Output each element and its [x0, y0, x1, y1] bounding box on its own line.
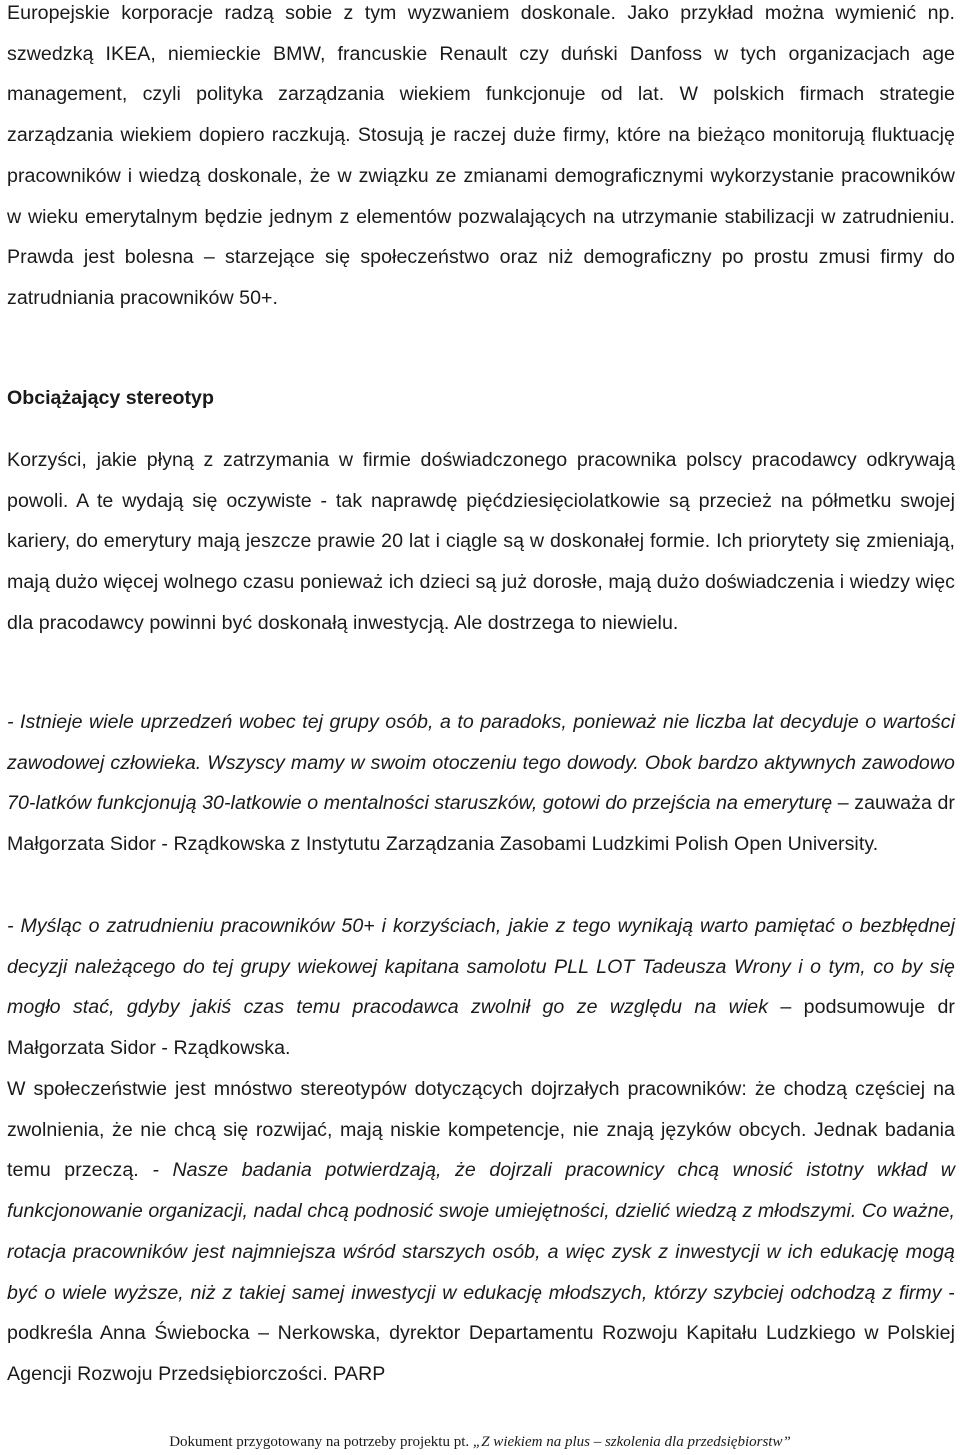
paragraph-quote-wrona — [7, 906, 955, 1069]
footer-project-title: „Z wiekiem na plus – szkolenia dla przedsiębiorstw” — [472, 1434, 791, 1450]
paragraph-age-management: Europejskie korporacje radzą sobie z tym wyzwaniem doskonale. Jako przykład można wymienić np. szwedzką IKEA, niemieckie BMW, francuskie Renault czy duński Danfoss w tych organizacjach age management, czyli polityka zarządzania wiekiem funkcjonuje od lat. W polskich firmach strategie zarządzania wiekiem dopiero raczkują. Stosują je raczej duże firmy, które na bieżąco monitorują fluktuację pracowników i wiedzą doskonale, że w związku ze zmianami demograficznymi wykorzystanie pracowników w wieku emerytalnym będzie jednym z elementów pozwalających na utrzymanie stabilizacji w zatrudnieniu. Prawda jest bolesna – starzejące się społeczeństwo oraz niż demograficzny po prostu zmusi firmy do zatrudniania pracowników 50+. — [7, 2, 955, 309]
quote-text: - Nasze badania potwierdzają, że dojrzali pracownicy chcą wnosić istotny wkład w funkcjonowanie organizacji, nadal chcą podnosić swoje umiejętności, dzielić wiedzą z młodszymi. Co ważne, rotacja pracowników jest najmniejsza wśród starszych osób, a więc zysk z inwestycji w ich edukację mogą być o wiele wyższe, niż z takiej samej inwestycji w edukację młodszych, którzy szybciej odchodzą z firmy — [7, 1159, 955, 1304]
paragraph-text: W społeczeństwie jest mnóstwo stereotypów dotyczących dojrzałych pracowników: że chodzą częściej na zwolnienia, że nie chcą się rozwijać, mają niskie kompetencje, nie znają języków obcych. Jednak badania temu przeczą. — [7, 1078, 955, 1182]
quote-attribution: – zauważa dr Małgorzata Sidor - Rządkowska z Instytutu Zarządzania Zasobami Ludzkimi Polish Open University. — [7, 792, 955, 856]
quote-text: - Myśląc o zatrudnieniu pracowników 50+ i korzyściach, jakie z tego wynikają warto pamiętać o bezbłędnej decyzji należącego do tej grupy wiekowej kapitana samolotu PLL LOT Tadeusza Wrony i o tym, co by się mogło stać, gdyby jakiś czas temu pracodawca zwolnił go ze względu na wiek — [7, 915, 955, 1019]
paragraph-stereotypes — [7, 1069, 955, 1395]
quote-attribution: – podsumowuje dr Małgorzata Sidor - Rządkowska. — [7, 996, 955, 1060]
paragraph-quote-sidor — [7, 702, 955, 865]
page-footer — [0, 1432, 960, 1452]
paragraph-benefits: Korzyści, jakie płyną z zatrzymania w firmie doświadczonego pracownika polscy pracodawcy odkrywają powoli. A te wydają się oczywiste - tak naprawdę pięćdziesięciolatkowie są przecież na półmetku swojej kariery, do emerytury mają jeszcze prawie 20 lat i ciągle są w doskonałej formie. Ich priorytety się zmieniają, mają dużo więcej wolnego czasu ponieważ ich dzieci są już dorosłe, mają dużo doświadczenia i wiedzy więc dla pracodawcy powinni być doskonałą inwestycją. Ale dostrzega to niewielu. — [7, 449, 955, 634]
section-heading: Obciążający stereotyp — [7, 387, 214, 409]
footer-prefix: Dokument przygotowany na potrzeby projektu pt. — [169, 1434, 473, 1450]
quote-attribution: - podkreśla Anna Świebocka – Nerkowska, dyrektor Departamentu Rozwoju Kapitału Ludzkiego w Polskiej Agencji Rozwoju Przedsiębiorczości. PARP — [7, 1281, 955, 1385]
quote-text: - Istnieje wiele uprzedzeń wobec tej grupy osób, a to paradoks, ponieważ nie liczba lat decyduje o wartości zawodowej człowieka. Wszyscy mamy w swoim otoczeniu tego dowody. Obok bardzo aktywnych zawodowo 70-latków funkcjonują 30-latkowie o mentalności staruszków, gotowi do przejścia na emeryturę — [7, 711, 955, 815]
